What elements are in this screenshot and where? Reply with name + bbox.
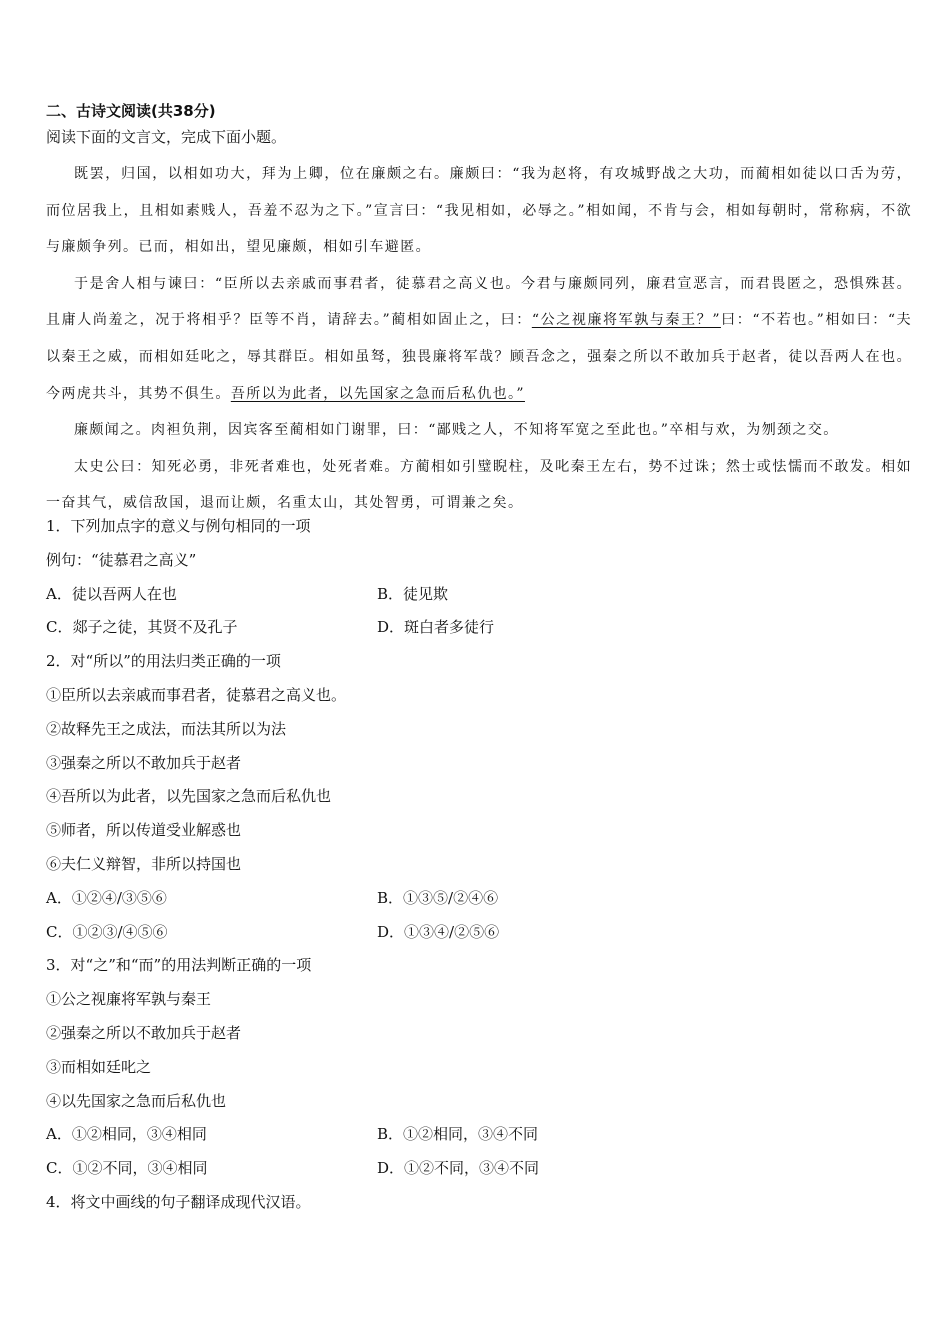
question-1-options-row-1 xyxy=(46,583,912,617)
passage-paragraph-2-text-b: 曰：“不若也。”相如曰：“夫以秦王之威，而相如廷叱之，辱其群臣。相如虽驽，独畏廉将军哉？顾吾念之，强秦之所以不敢加兵于赵者，徒以吾两人在也。今两虎共斗，其势不俱生。 xyxy=(46,312,912,402)
question-1-option-b[interactable]: B．徒见欺 xyxy=(377,584,449,603)
question-4-stem: 4．将文中画线的句子翻译成现代汉语。 xyxy=(46,1192,311,1211)
question-3-option-a[interactable]: A．①②相同，③④相同 xyxy=(46,1125,207,1144)
question-1-option-a[interactable]: A．徒以吾两人在也 xyxy=(46,584,177,603)
question-2-item-4: ④吾所以为此者，以先国家之急而后私仇也 xyxy=(46,787,332,806)
question-2-item-3: ③强秦之所以不敢加兵于赵者 xyxy=(46,753,242,772)
question-3-option-d[interactable]: D．①②不同，③④不同 xyxy=(377,1159,540,1178)
question-3-options-row-1 xyxy=(46,1123,912,1157)
question-1-example: 例句：“徒慕君之高义” xyxy=(46,550,197,569)
question-3-option-b[interactable]: B．①②相同，③④不同 xyxy=(377,1125,539,1144)
question-2-stem: 2．对“所以”的用法归类正确的一项 xyxy=(46,652,281,671)
question-2-options-row-2 xyxy=(46,921,912,955)
underlined-sentence-2: 吾所以为此者，以先国家之急而后私仇也。” xyxy=(230,385,525,402)
questions-section xyxy=(46,515,912,1225)
section-heading: 二、古诗文阅读(共38分) xyxy=(46,102,216,120)
question-1-option-d[interactable]: D．斑白者多徒行 xyxy=(377,618,495,637)
passage-paragraph-3: 廉颇闻之。肉袒负荆，因宾客至蔺相如门谢罪，曰：“鄙贱之人，不知将军宽之至此也。”卒相与欢，为刎颈之交。 xyxy=(74,422,839,439)
question-3-item-4: ④以先国家之急而后私仇也 xyxy=(46,1091,227,1110)
question-3-option-c[interactable]: C．①②不同，③④相同 xyxy=(46,1159,208,1178)
passage-paragraph-1: 既罢，归国，以相如功大，拜为上卿，位在廉颇之右。廉颇曰：“我为赵将，有攻城野战之大功，而蔺相如徒以口舌为劳，而位居我上，且相如素贱人，吾羞不忍为之下。”宣言曰：“我见相如，必辱之。”相如闻，不肯与会，相如每朝时，常称病，不欲与廉颇争列。已而，相如出，望见廉颇，相如引车避匿。 xyxy=(46,166,912,256)
question-1-option-c[interactable]: C．郯子之徒，其贤不及孔子 xyxy=(46,618,238,637)
question-3-options-row-2 xyxy=(46,1157,912,1191)
question-3-stem: 3．对“之”和“而”的用法判断正确的一项 xyxy=(46,956,312,975)
passage-paragraph-2 xyxy=(46,266,912,412)
question-2-option-d[interactable]: D．①③④/②⑤⑥ xyxy=(377,922,500,941)
question-2-item-5: ⑤师者，所以传道受业解惑也 xyxy=(46,821,242,840)
classical-chinese-passage xyxy=(46,156,912,522)
passage-paragraph-4: 太史公曰：知死必勇，非死者难也，处死者难。方蔺相如引璧睨柱，及叱秦王左右，势不过诛；然士或怯懦而不敢发。相如一奋其气，威信敌国，退而让颇，名重太山，其处智勇，可谓兼之矣。 xyxy=(46,458,912,512)
question-1-stem: 1．下列加点字的意义与例句相同的一项 xyxy=(46,517,311,535)
question-2-option-b[interactable]: B．①③⑤/②④⑥ xyxy=(377,888,499,907)
question-2-option-a[interactable]: A．①②④/③⑤⑥ xyxy=(46,888,167,907)
question-2-option-c[interactable]: C．①②③/④⑤⑥ xyxy=(46,922,168,941)
question-3-item-1: ①公之视廉将军孰与秦王 xyxy=(46,990,212,1009)
question-1-options-row-2 xyxy=(46,616,912,650)
question-2-item-1: ①臣所以去亲戚而事君者，徒慕君之高义也。 xyxy=(46,685,347,704)
question-3-item-3: ③而相如廷叱之 xyxy=(46,1057,152,1076)
question-3-item-2: ②强秦之所以不敢加兵于赵者 xyxy=(46,1023,242,1042)
question-2-item-6: ⑥夫仁义辩智，非所以持国也 xyxy=(46,854,242,873)
question-2-item-2: ②故释先王之成法，而法其所以为法 xyxy=(46,719,287,738)
underlined-sentence-1: “公之视廉将军孰与秦王？” xyxy=(531,312,721,329)
passage-paragraph-2-text-a: 于是舍人相与谏曰：“臣所以去亲戚而事君者，徒慕君之高义也。今君与廉颇同列，廉君宣恶言，而君畏匿之，恐惧殊甚。且庸人尚羞之，况于将相乎？臣等不肖，请辞去。”蔺相如固止之，曰： xyxy=(46,275,912,329)
question-2-options-row-1 xyxy=(46,887,912,921)
section-instruction: 阅读下面的文言文，完成下面小题。 xyxy=(46,128,287,146)
